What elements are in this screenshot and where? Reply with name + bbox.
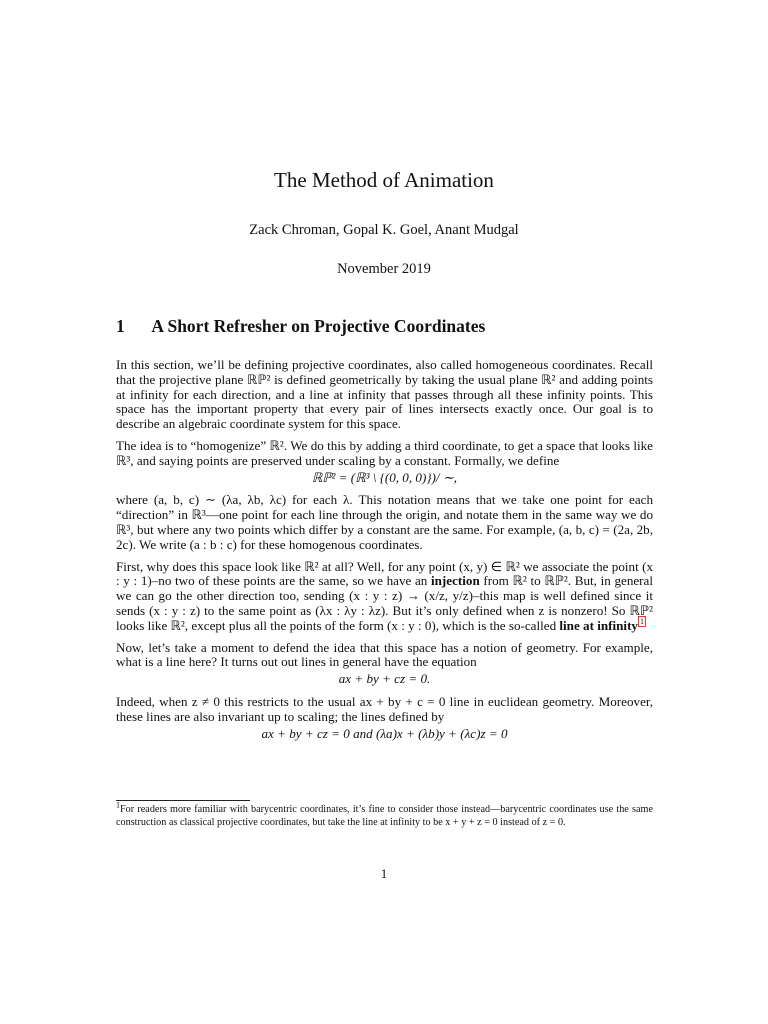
term-line-at-infinity: line at infinity [559,617,638,633]
paper-date: November 2019 [337,261,431,277]
section-number: 1 [116,316,125,336]
equation-scaled-line: ax + by + cz = 0 and (λa)x + (λb)y + (λc)z = 0 [261,725,508,741]
paragraph-4 [116,560,653,634]
footnote-link[interactable]: 1 [639,617,644,627]
footnote [116,800,653,829]
section-title: A Short Refresher on Projective Coordinates [151,316,486,336]
footnote-rule [116,800,250,801]
paragraph-5: Now, let’s take a moment to defend the idea that this space has a notion of geometry. For example, what is a line here? It turns out out lines in general have the equation [116,639,653,670]
body-text [116,358,653,749]
paragraph-1: In this section, we’ll be defining projective coordinates, also called homogeneous coordinates. Recall that the projective plane ℝℙ² is defined geometrically by taking the usual plane ℝ² and adding points at infinity for each direction, and a line at infinity that passes through all these infinity points. This space has the important property that every pair of lines intersects exactly once. Our goal is to describe an algebraic coordinate system for this space. [116,357,653,432]
paper-authors: Zack Chroman, Gopal K. Goel, Anant Mudgal [249,222,519,238]
term-injection: injection [431,573,480,589]
page-number: 1 [380,866,388,881]
paper-title: The Method of Animation [274,168,494,192]
equation-rp2-definition: ℝℙ² = (ℝ³ \ {(0, 0, 0)})/ ∼, [311,469,458,485]
paragraph-4-part-b: from ℝ² to ℝℙ². But, in general we can go the other direction too, sending (x : y : z) → (x/z, y/z)–this map is well defined since it sends (x : y : z) to the same point as (λx : λy : λz). But it’s only defined when z is nonzero! So ℝℙ² looks like ℝ², except plus all the points of the form (x : y : 0), which is the so-called [116,573,653,633]
footnote-text: For readers more familiar with barycentric coordinates, it’s fine to consider those instead—barycentric coordinates use the same construction as classical projective coordinates, but take the line at infinity to be x + y + z = 0 instead of z = 0. [116,804,653,828]
footnote-marker: 1 [116,800,120,810]
paragraph-3: where (a, b, c) ∼ (λa, λb, λc) for each λ. This notation means that we take one point for each “direction” in ℝ³—one point for each line through the origin, and notate them in the same way we do ℝ³, but where any two points which differ by a constant are the same. For example, (a, b, c) = (2a, 2b, 2c). We write (a : b : c) for these homogenous coordinates. [116,492,653,552]
section-heading [116,316,656,337]
paragraph-2: The idea is to “homogenize” ℝ². We do this by adding a third coordinate, to get a space that looks like ℝ³, and saying points are preserved under scaling by a constant. Formally, we define [116,437,653,468]
paragraph-4-part-a: First, why does this space look like ℝ² at all? Well, for any point (x, y) ∈ ℝ² we associate the point (x : y : 1)–no two of these points are the same, so we have an [116,558,653,589]
paragraph-6: Indeed, when z ≠ 0 this restricts to the usual ax + by + c = 0 line in euclidean geometry. Moreover, these lines are also invariant up to scaling; the lines defined by [116,693,653,724]
equation-line: ax + by + cz = 0. [338,671,431,687]
